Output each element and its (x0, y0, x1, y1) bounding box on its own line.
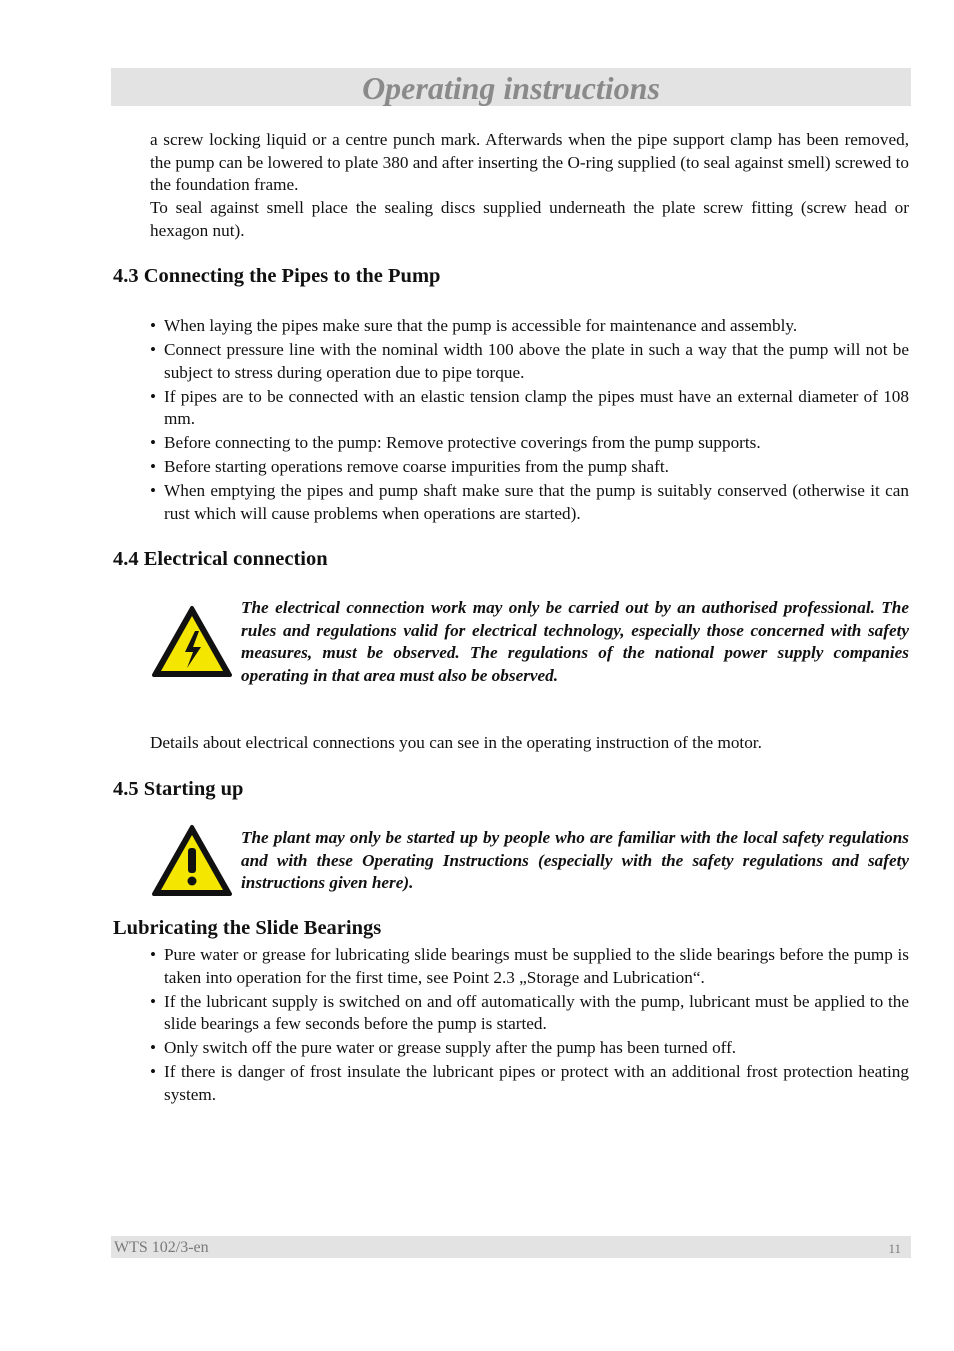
intro-paragraph-1: a screw locking liquid or a centre punch mark. Afterwards when the pipe support clamp has been removed, the pump can be lowered to plate 380 and after inserting the O-ring supplied (to seal against smell) screwed to the foundation frame. (150, 130, 909, 194)
footer-bar (111, 1236, 911, 1258)
bullet-dot: • (150, 481, 157, 500)
bullet-dot: • (150, 457, 157, 476)
list-item: • When laying the pipes make sure that the pump is accessible for maintenance and assembly. (150, 315, 909, 338)
list-item: • When emptying the pipes and pump shaft make sure that the pump is suitably conserved (otherwise it can rust which will cause problems when operations are started). (150, 481, 909, 523)
bullet-dot: • (150, 433, 157, 452)
bullet-dot: • (150, 991, 157, 1011)
list-lubrication (150, 944, 909, 1108)
bullet-dot: • (150, 1062, 157, 1081)
heading-4-5: 4.5 Starting up (113, 778, 244, 800)
document-id: WTS 102/3-en (114, 1239, 209, 1256)
list-item: • Before starting operations remove coarse impurities from the pump shaft. (150, 456, 909, 479)
intro-paragraph-2: To seal against smell place the sealing discs supplied underneath the plate screw fitting (screw head or hexagon nut). (150, 198, 909, 240)
bullet-dot: • (150, 945, 157, 964)
high-voltage-warning-icon (151, 605, 233, 684)
electrical-details: Details about electrical connections you can see in the operating instruction of the motor. (150, 733, 762, 752)
list-item: • If the lubricant supply is switched on and off automatically with the pump, lubricant must be applied to the slide bearings a few seconds before the pump is started. (150, 991, 909, 1033)
bullet-dot: • (150, 386, 157, 406)
page-title: Operating instructions (362, 70, 660, 106)
list-4-3 (150, 315, 909, 527)
header-bar (111, 68, 911, 106)
page-number: 11 (888, 1241, 901, 1256)
general-warning-icon (151, 824, 233, 903)
startup-warning-text: The plant may only be started up by people who are familiar with the local safety regulations and with these Operating Instructions (especially with the safety regulations and safety instructions given here). (241, 828, 909, 892)
heading-4-4: 4.4 Electrical connection (113, 548, 328, 570)
bullet-dot: • (150, 1038, 157, 1057)
heading-4-3: 4.3 Connecting the Pipes to the Pump (113, 265, 441, 287)
list-item: • If pipes are to be connected with an elastic tension clamp the pipes must have an external diameter of 108 mm. (150, 386, 909, 428)
bullet-dot: • (150, 316, 157, 335)
list-item: • Before connecting to the pump: Remove protective coverings from the pump supports. (150, 432, 909, 455)
list-item: • Pure water or grease for lubricating slide bearings must be supplied to the slide bearings before the pump is taken into operation for the first time, see Point 2.3 „Storage and Lubrication“. (150, 945, 909, 987)
heading-lubrication: Lubricating the Slide Bearings (113, 917, 382, 939)
bullet-dot: • (150, 340, 157, 359)
list-item: • Connect pressure line with the nominal width 100 above the plate in such a way that the pump will not be subject to stress during operation due to pipe torque. (150, 340, 909, 382)
list-item: • Only switch off the pure water or grease supply after the pump has been turned off. (150, 1037, 909, 1060)
list-item: • If there is danger of frost insulate the lubricant pipes or protect with an additional frost protection heating system. (150, 1062, 909, 1104)
electrical-warning-text: The electrical connection work may only be carried out by an authorised professional. The rules and regulations valid for electrical technology, especially those concerned with safety measures, must be observed. The regulations of the national power supply companies operating in that area must also be observed. (241, 598, 909, 685)
